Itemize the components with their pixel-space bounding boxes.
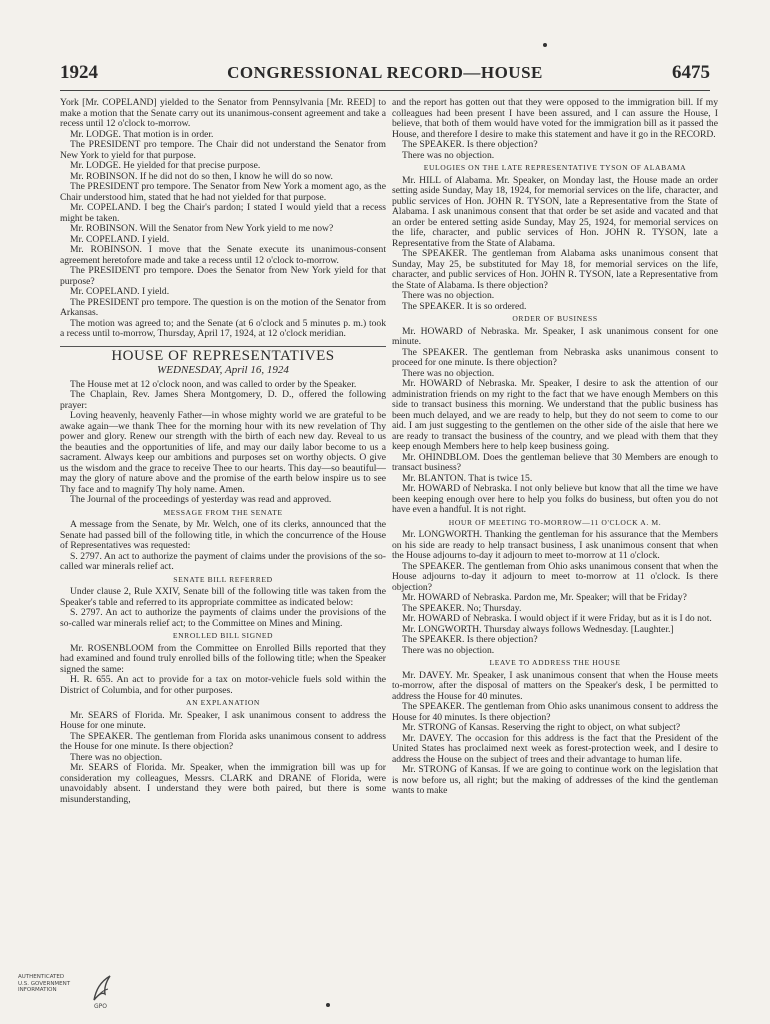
subheading: MESSAGE FROM THE SENATE [163, 507, 283, 517]
paragraph: There was no objection. [402, 644, 495, 656]
session-date: WEDNESDAY, April 16, 1924 [157, 364, 289, 376]
paragraph: York [Mr. COPELAND] yielded to the Senator from Pennsylvania [Mr. REED] to make a motion that the Senate carry out its unanimous-consent agreement and take a recess until 12 o'clock to-morrow. [60, 98, 386, 129]
subheading: LEAVE TO ADDRESS THE HOUSE [489, 658, 621, 667]
paragraph: Loving heavenly, heavenly Father—in whose mighty world we are grateful to be awake again—we thank Thee for the morning hour with its new revelation of Thy power and glory. Renew our strength with the birth of each new day. Reveal to us the beauties and the opportunities of life, and may our daily labor become to us a sacrament. Always keep our ambitions and purposes set on worthy objects. O give us the wisdom and the grace to receive Thee to our hearts. This day—so beautiful—may the glory of nature above and the promise of the earth below inspire us to see Thy face and to magnify Thy holy name. Amen. [60, 410, 386, 495]
paragraph: S. 2797. An act to authorize the payment of claims under the provisions of the so-called war minerals relief act. [60, 550, 386, 572]
paragraph: Mr. STRONG of Kansas. Reserving the right to object, on what subject? [402, 722, 681, 733]
left-column [60, 98, 386, 994]
header-page-number: 6475 [671, 62, 710, 83]
paragraph: Mr. COPELAND. I yield. [70, 286, 170, 297]
gpo-text-line: INFORMATION [18, 987, 57, 993]
paragraph: Under clause 2, Rule XXIV, Senate bill of the following title was taken from the Speaker's table and referred to its appropriate committee as indicated below: [60, 586, 386, 608]
paragraph: The SPEAKER. The gentleman from Ohio asks unanimous consent to address the House for 40 minutes. Is there objection? [392, 701, 718, 723]
paragraph: The Chaplain, Rev. James Shera Montgomery, D. D., offered the following prayer: [60, 389, 386, 411]
paragraph: Mr. DAVEY. The occasion for this address is the fact that the President of the United States has proclaimed next week as forest-protection week, and I desire to address the House on the subject of trees and their advantage to human life. [392, 732, 718, 765]
subheading: EULOGIES ON THE LATE REPRESENTATIVE TYSON OF ALABAMA [423, 163, 687, 172]
subheading: ENROLLED BILL SIGNED [172, 631, 274, 640]
paragraph: The SPEAKER. It is so ordered. [402, 300, 527, 312]
paragraph: Mr. HOWARD of Nebraska. I not only believe but know that all the time we have been keeping enough over here to help you folks do business, but often you do not have even a handful. It is not right. [392, 483, 718, 515]
paragraph: The SPEAKER. The gentleman from Alabama asks unanimous consent that Sunday, May 25, be substituted for May 18, for memorial services on the life, character, and public services of Hon. JOHN R. TYSON, late a Representative from the State of Alabama. Is there objection? [392, 248, 718, 291]
gpo-authentication-logo [18, 970, 118, 1010]
paragraph: Mr. HOWARD of Nebraska. Mr. Speaker, I ask unanimous consent for one minute. [392, 325, 718, 347]
paragraph: The PRESIDENT pro tempore. The Chair did not understand the Senator from New York to yield for that purpose. [60, 139, 386, 161]
right-column [392, 98, 718, 994]
paragraph: Mr. SEARS of Florida. Mr. Speaker, I ask unanimous consent to address the House for one minute. [60, 709, 386, 731]
gpo-text-line: U.S. GOVERNMENT [18, 980, 71, 987]
punch-dot-top [543, 43, 547, 47]
paragraph: Mr. ROSENBLOOM from the Committee on Enrolled Bills reported that they had examined and found truly enrolled bills of the following title; when the Speaker signed the same: [60, 642, 386, 675]
paragraph: Mr. ROBINSON. If he did not do so then, I know he will do so now. [70, 170, 333, 182]
paragraph: The SPEAKER. The gentleman from Ohio asks unanimous consent that when the House adjourns to-day it adjourn to meet to-morrow at 11 o'clock. Is there objection? [392, 560, 718, 593]
paragraph: There was no objection. [402, 290, 495, 301]
gpo-label: GPO [94, 1003, 107, 1010]
gpo-text [18, 974, 88, 994]
paragraph: Mr. LODGE. That motion is in order. [70, 128, 214, 140]
paragraph: The SPEAKER. Is there objection? [402, 634, 538, 645]
paragraph: The House met at 12 o'clock noon, and was called to order by the Speaker. [70, 378, 357, 390]
paragraph: There was no objection. [402, 367, 495, 379]
paragraph: S. 2797. An act to authorize the payments of claims under the provisions of the so-called war minerals relief act; to the Committee on Mines and Mining. [60, 607, 386, 629]
page-header [60, 62, 710, 91]
subheading: HOUR OF MEETING TO-MORROW—11 O'CLOCK A. M. [448, 517, 662, 527]
punch-dot-bottom [326, 1003, 330, 1007]
paragraph: The SPEAKER. The gentleman from Florida asks unanimous consent to address the House for one minute. Is there objection? [60, 730, 386, 752]
section-heading: HOUSE OF REPRESENTATIVES [60, 346, 386, 362]
paragraph: Mr. STRONG of Kansas. If we are going to continue work on the legislation that is now before us, all right; but the making of addresses of the kind the gentleman wants to make [392, 764, 718, 796]
paragraph: Mr. LODGE. He yielded for that precise purpose. [70, 160, 261, 171]
paragraph: The motion was agreed to; and the Senate (at 6 o'clock and 5 minutes p. m.) took a recess until to-morrow, Thursday, April 17, 1924, at 12 o'clock meridian. [60, 317, 386, 339]
paragraph: Mr. COPELAND. I yield. [70, 233, 170, 245]
subheading: AN EXPLANATION [186, 698, 260, 707]
paragraph: H. R. 655. An act to provide for a tax on motor-vehicle fuels sold within the District of Columbia, and for other purposes. [60, 674, 386, 696]
paragraph: The SPEAKER. The gentleman from Nebraska asks unanimous consent to proceed for one minute. Is there objection? [392, 346, 718, 368]
header-title: CONGRESSIONAL RECORD—HOUSE [227, 63, 543, 82]
paragraph: The Journal of the proceedings of yesterday was read and approved. [70, 494, 332, 505]
paragraph: Mr. DAVEY. Mr. Speaker, I ask unanimous consent that when the House meets to-morrow, after the disposal of matters on the Speaker's desk, I be permitted to address the House for 40 minutes. [392, 669, 718, 702]
paragraph: Mr. BLANTON. That is twice 15. [402, 472, 533, 484]
paragraph: Mr. ROBINSON. I move that the Senate execute its unanimous-consent agreement heretofore made and take a recess until 12 o'clock to-morrow. [60, 244, 386, 266]
paragraph: The SPEAKER. No; Thursday. [402, 602, 522, 614]
paragraph: and the report has gotten out that they were opposed to the immigration bill. If my colleagues had been present I have been assured, and I can assure the House, I believe, that both of them would have voted for the immigration bill as it passed the House, and therefore I desire to make this statement and have it go in the RECORD. [392, 98, 718, 140]
paragraph: Mr. OHINDBLOM. Does the gentleman believe that 30 Members are enough to transact business? [392, 451, 718, 473]
paragraph: The SPEAKER. Is there objection? [402, 139, 538, 150]
paragraph: Mr. HOWARD of Nebraska. Mr. Speaker, I desire to ask the attention of our administration friends on my right to the fact that we have enough Members on this side to transact business this morning. We understand that the public business has been much delayed, and we are ready to help, but they do not seem to come to our aid. I am just suggesting to the gentlemen on the other side of the aisle that here we are ready to transact the business of the country, and we plead with them that they keep enough Members here to help keep business going. [392, 378, 718, 452]
paragraph: Mr. HOWARD of Nebraska. I would object if it were Friday, but as it is I do not. [402, 613, 712, 624]
paragraph: Mr. LONGWORTH. Thanking the gentleman for his assurance that the Members on his side are ready to help transact business, I ask unanimous consent that when the House adjourns to-day it adjourn to meet to-morrow at 11 o'clock. [392, 529, 718, 561]
subheading: ORDER OF BUSINESS [512, 314, 598, 323]
gpo-text-line: AUTHENTICATED [18, 974, 65, 980]
paragraph: Mr. SEARS of Florida. Mr. Speaker, when the immigration bill was up for consideration my colleagues, Messrs. CLARK and DRANE of Florida, were unavoidably absent. I understand they were both paired, but there is some misunderstanding, [60, 762, 386, 805]
eagle-icon [90, 972, 116, 1004]
paragraph: Mr. LONGWORTH. Thursday always follows Wednesday. [Laughter.] [402, 623, 674, 635]
paragraph: A message from the Senate, by Mr. Welch, one of its clerks, announced that the Senate had passed bill of the following title, in which the concurrence of the House of Representatives was requested: [60, 519, 386, 551]
paragraph: The PRESIDENT pro tempore. Does the Senator from New York yield for that purpose? [60, 265, 386, 287]
paragraph: Mr. HILL of Alabama. Mr. Speaker, on Monday last, the House made an order setting aside Sunday, May 18, 1924, for memorial services on the life, character, and public services of Hon. JOHN R. TYSON, late a Representative from the State of Alabama. I ask unanimous consent that that order be set aside and vacated and that an order be entered setting aside Sunday, May 25, 1924, for memorial services on the life, character, and public services of Hon. JOHN R. TYSON, late a Representative from the State of Alabama. [392, 174, 718, 249]
header-year: 1924 [60, 62, 98, 83]
paragraph: Mr. ROBINSON. Will the Senator from New York yield to me now? [70, 223, 334, 234]
paragraph: There was no objection. [70, 751, 163, 763]
paragraph: Mr. COPELAND. I beg the Chair's pardon; I stated I would yield that a recess might be taken. [60, 202, 386, 224]
paragraph: The PRESIDENT pro tempore. The question is on the motion of the Senator from Arkansas. [60, 296, 386, 318]
paragraph: Mr. HOWARD of Nebraska. Pardon me, Mr. Speaker; will that be Friday? [402, 592, 687, 603]
paragraph: There was no objection. [402, 149, 495, 161]
subheading: SENATE BILL REFERRED [173, 574, 273, 584]
paragraph: The PRESIDENT pro tempore. The Senator from New York a moment ago, as the Chair understood him, stated that he had not yielded for that purpose. [60, 181, 386, 203]
